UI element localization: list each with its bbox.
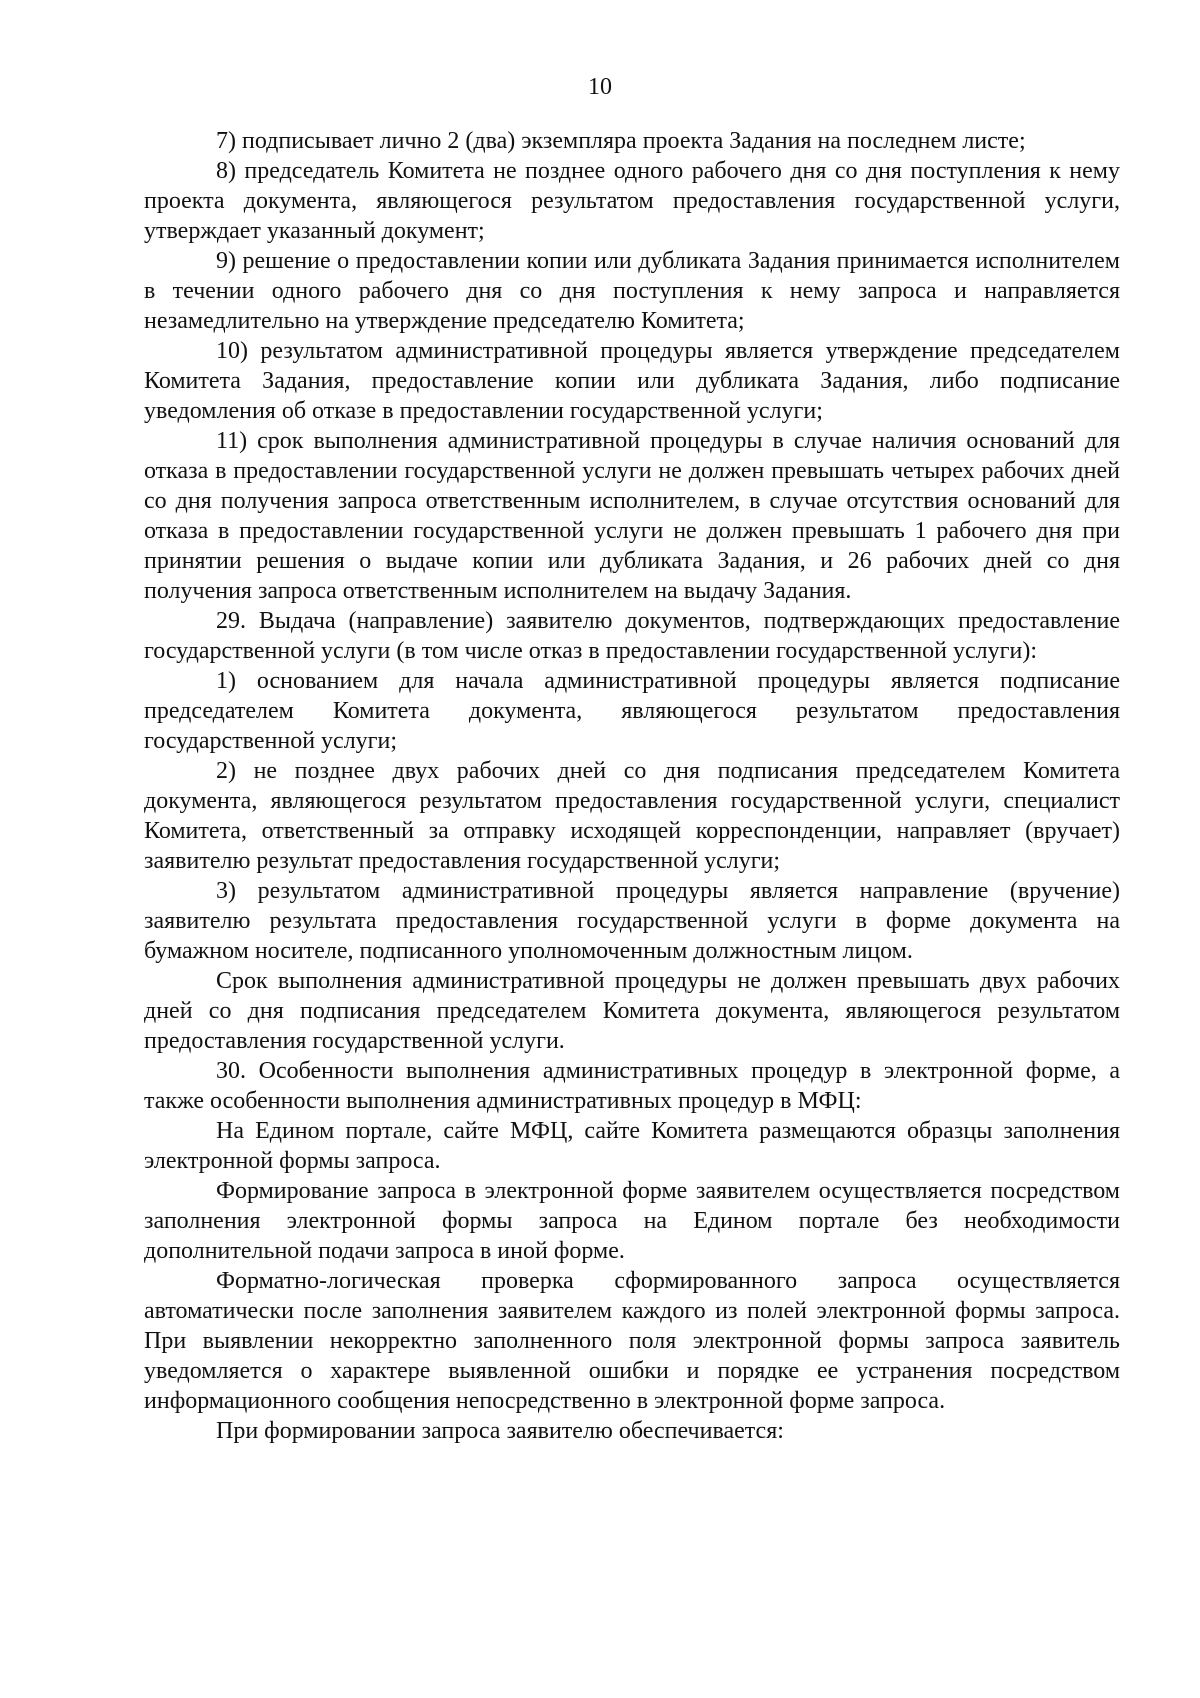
paragraph-29-item-2: 2) не позднее двух рабочих дней со дня подписания председателем Комитета документа, являющегося результатом предоставления государственной услуги, специалист Комитета, ответственный за отправку исходящей корреспонденции, направляет (вручает) заявителю результат предоставления государственной услуги; [144, 758, 1120, 874]
paragraph-item-10: 10) результатом административной процедуры является утверждение председателем Комитета Задания, предоставление копии или дубликата Задания, либо подписание уведомления об отказе в предоставлении государственной услуги; [144, 338, 1120, 424]
paragraph-request-forming: Формирование запроса в электронной форме заявителем осуществляется посредством заполнения электронной формы запроса на Едином портале без необходимости дополнительной подачи запроса в иной форме. [144, 1178, 1120, 1264]
paragraph-item-9: 9) решение о предоставлении копии или дубликата Задания принимается исполнителем в течении одного рабочего дня со дня поступления к нему запроса и направляется незамедлительно на утверждение председателю Комитета; [144, 248, 1120, 334]
paragraph-portal-samples: На Едином портале, сайте МФЦ, сайте Комитета размещаются образцы заполнения электронной формы запроса. [144, 1118, 1120, 1174]
paragraph-item-7: 7) подписывает лично 2 (два) экземпляра проекта Задания на последнем листе; [216, 128, 1026, 154]
document-body [144, 126, 1120, 1446]
paragraph-section-30: 30. Особенности выполнения административных процедур в электронной форме, а также особенности выполнения административных процедур в МФЦ: [144, 1058, 1120, 1114]
paragraph-provided: При формировании запроса заявителю обеспечивается: [216, 1418, 784, 1444]
paragraph-format-check: Форматно-логическая проверка сформированного запроса осуществляется автоматически после заполнения заявителем каждого из полей электронной формы запроса. При выявлении некорректно заполненного поля электронной формы запроса заявитель уведомляется о характере выявленной ошибки и порядке ее устранения посредством информационного сообщения непосредственно в электронной форме запроса. [144, 1268, 1120, 1414]
paragraph-29-item-3: 3) результатом административной процедуры является направление (вручение) заявителю результата предоставления государственной услуги в форме документа на бумажном носителе, подписанного уполномоченным должностным лицом. [144, 878, 1120, 964]
page-number: 10 [588, 74, 612, 100]
paragraph-section-29: 29. Выдача (направление) заявителю документов, подтверждающих предоставление государственной услуги (в том числе отказ в предоставлении государственной услуги): [144, 608, 1120, 664]
paragraph-item-11: 11) срок выполнения административной процедуры в случае наличия оснований для отказа в предоставлении государственной услуги не должен превышать четырех рабочих дней со дня получения запроса ответственным исполнителем, в случае отсутствия оснований для отказа в предоставлении государственной услуги не должен превышать 1 рабочего дня при принятии решения о выдаче копии или дубликата Задания, и 26 рабочих дней со дня получения запроса ответственным исполнителем на выдачу Задания. [144, 428, 1120, 604]
paragraph-item-8: 8) председатель Комитета не позднее одного рабочего дня со дня поступления к нему проекта документа, являющегося результатом предоставления государственной услуги, утверждает указанный документ; [144, 158, 1120, 244]
paragraph-29-item-1: 1) основанием для начала административной процедуры является подписание председателем Комитета документа, являющегося результатом предоставления государственной услуги; [144, 668, 1120, 754]
paragraph-deadline: Срок выполнения административной процедуры не должен превышать двух рабочих дней со дня подписания председателем Комитета документа, являющегося результатом предоставления государственной услуги. [144, 968, 1120, 1054]
